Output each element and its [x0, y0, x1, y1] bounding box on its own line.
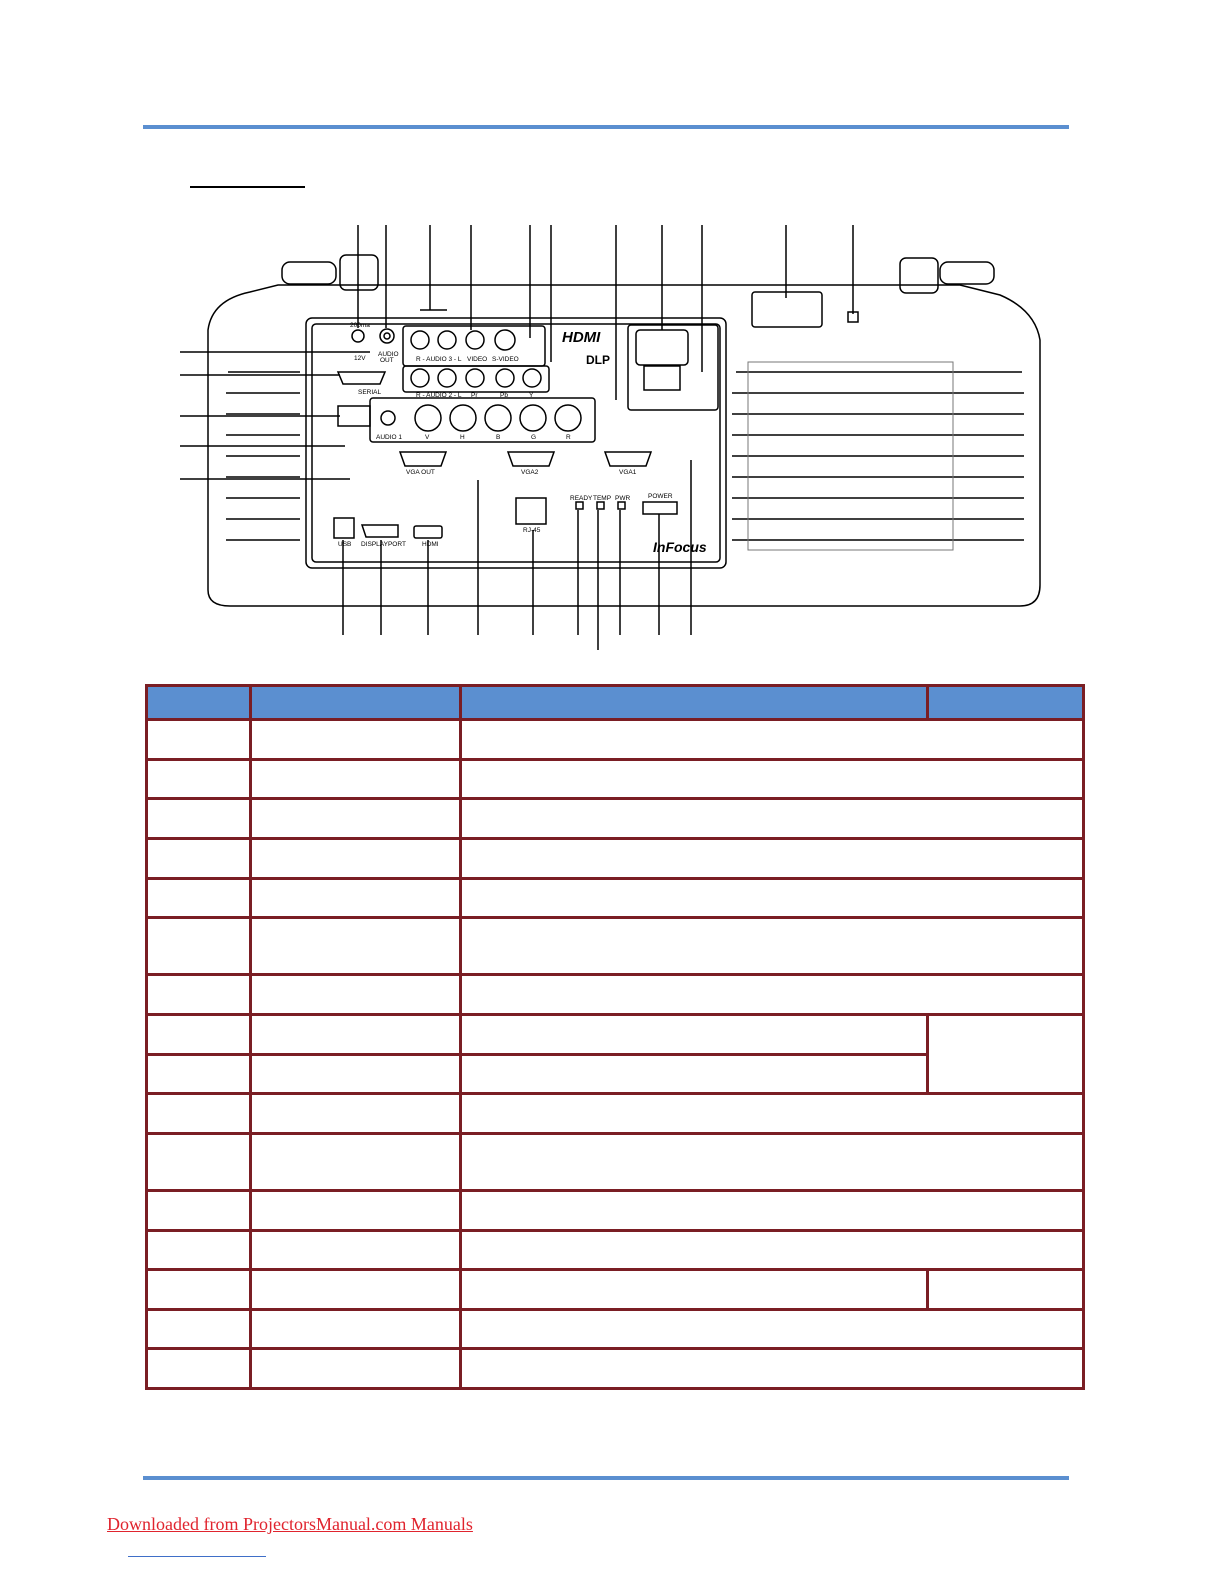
table-row [147, 1094, 1084, 1134]
label-pb: Pb [500, 392, 508, 399]
table-cell [147, 1190, 251, 1230]
label-power: POWER [648, 493, 673, 500]
label-pwr: PWR [615, 495, 631, 502]
bottom-rule [143, 1476, 1069, 1480]
table-cell [928, 1270, 1084, 1310]
table-cell [460, 1349, 1083, 1389]
table-cell [460, 720, 1083, 760]
dlp-logo: DLP [586, 353, 610, 367]
table-cell [251, 1309, 461, 1349]
table-cell [460, 1190, 1083, 1230]
hdmi-logo: HDMI [562, 329, 601, 346]
table-cell [928, 1015, 1084, 1094]
table-cell [460, 1094, 1083, 1134]
projector-rear-panel-diagram [0, 0, 1224, 660]
label-audio2: R - AUDIO 2 - L [416, 392, 462, 399]
label-usb: USB [338, 541, 352, 548]
table-header-row [147, 686, 1084, 720]
table-cell [251, 759, 461, 799]
table-cell [251, 918, 461, 975]
table-row [147, 1230, 1084, 1270]
table-row [147, 720, 1084, 760]
table-row [147, 975, 1084, 1015]
label-y: Y [529, 392, 534, 399]
table-cell [147, 799, 251, 839]
table-cell [251, 1054, 461, 1094]
table-cell [251, 1094, 461, 1134]
table-cell [460, 878, 1083, 918]
table-cell [147, 720, 251, 760]
label-12v: 12V [354, 355, 366, 362]
table-row [147, 1015, 1084, 1055]
table-cell [251, 839, 461, 879]
header-cell [251, 686, 461, 720]
label-pr: Pr [471, 392, 478, 399]
table-row [147, 1270, 1084, 1310]
table-cell [147, 1015, 251, 1055]
table-row [147, 918, 1084, 975]
table-cell [251, 975, 461, 1015]
table-cell [147, 878, 251, 918]
table-cell [460, 1054, 927, 1094]
table-row [147, 1349, 1084, 1389]
header-cell [928, 686, 1084, 720]
header-cell [147, 686, 251, 720]
table-cell [251, 1133, 461, 1190]
footer-download-link[interactable]: Downloaded from ProjectorsManual.com Manuals [107, 1514, 473, 1534]
table-cell [251, 1270, 461, 1310]
table-row [147, 1190, 1084, 1230]
table-cell [460, 1230, 1083, 1270]
label-b: B [496, 434, 501, 441]
table-cell [251, 1230, 461, 1270]
table-cell [147, 839, 251, 879]
label-v: V [425, 434, 430, 441]
label-vga-out: VGA OUT [406, 469, 435, 476]
label-vga2: VGA2 [521, 469, 539, 476]
label-hdmi-port: HDMI [422, 541, 439, 548]
table-cell [147, 975, 251, 1015]
table-cell [460, 1133, 1083, 1190]
label-audio-out-2: OUT [380, 357, 394, 364]
label-r: R [566, 434, 571, 441]
label-displayport: DISPLAYPORT [361, 541, 406, 548]
table-cell [147, 1270, 251, 1310]
label-vga1: VGA1 [619, 469, 637, 476]
label-serial: SERIAL [358, 389, 382, 396]
label-temp: TEMP [593, 495, 612, 502]
table-cell [251, 799, 461, 839]
label-g: G [531, 434, 537, 441]
table-cell [460, 1015, 927, 1055]
label-audio-out-1: AUDIO [378, 351, 399, 358]
label-audio1: AUDIO 1 [376, 434, 403, 441]
table-cell [147, 1309, 251, 1349]
table-row [147, 759, 1084, 799]
label-h: H [460, 434, 465, 441]
table-cell [460, 975, 1083, 1015]
table-cell [147, 1349, 251, 1389]
table-row [147, 1133, 1084, 1190]
label-200ma: 200ma [350, 322, 370, 329]
label-audio3: R - AUDIO 3 - L [416, 356, 462, 363]
table-cell [147, 759, 251, 799]
table-cell [147, 1094, 251, 1134]
label-video: VIDEO [467, 356, 488, 363]
table-cell [147, 1054, 251, 1094]
header-cell [460, 686, 927, 720]
brand-logo: InFocus [653, 539, 707, 555]
table-cell [460, 799, 1083, 839]
label-ready: READY [570, 495, 593, 502]
table-row [147, 839, 1084, 879]
spec-table [145, 684, 1085, 1390]
table-cell [147, 1133, 251, 1190]
table-cell [251, 1349, 461, 1389]
label-svideo: S-VIDEO [492, 356, 519, 363]
table-cell [251, 878, 461, 918]
table-row [147, 878, 1084, 918]
table-cell [460, 1270, 927, 1310]
table-row [147, 1309, 1084, 1349]
table-cell [147, 918, 251, 975]
table-cell [251, 1190, 461, 1230]
table-row [147, 799, 1084, 839]
table-cell [147, 1230, 251, 1270]
table-cell [460, 918, 1083, 975]
table-cell [460, 839, 1083, 879]
label-rj45: RJ-45 [523, 527, 541, 534]
table-cell [251, 720, 461, 760]
table-cell [251, 1015, 461, 1055]
table-cell [460, 759, 1083, 799]
footer-secondary-link-underline [128, 1556, 266, 1557]
table-cell [460, 1309, 1083, 1349]
